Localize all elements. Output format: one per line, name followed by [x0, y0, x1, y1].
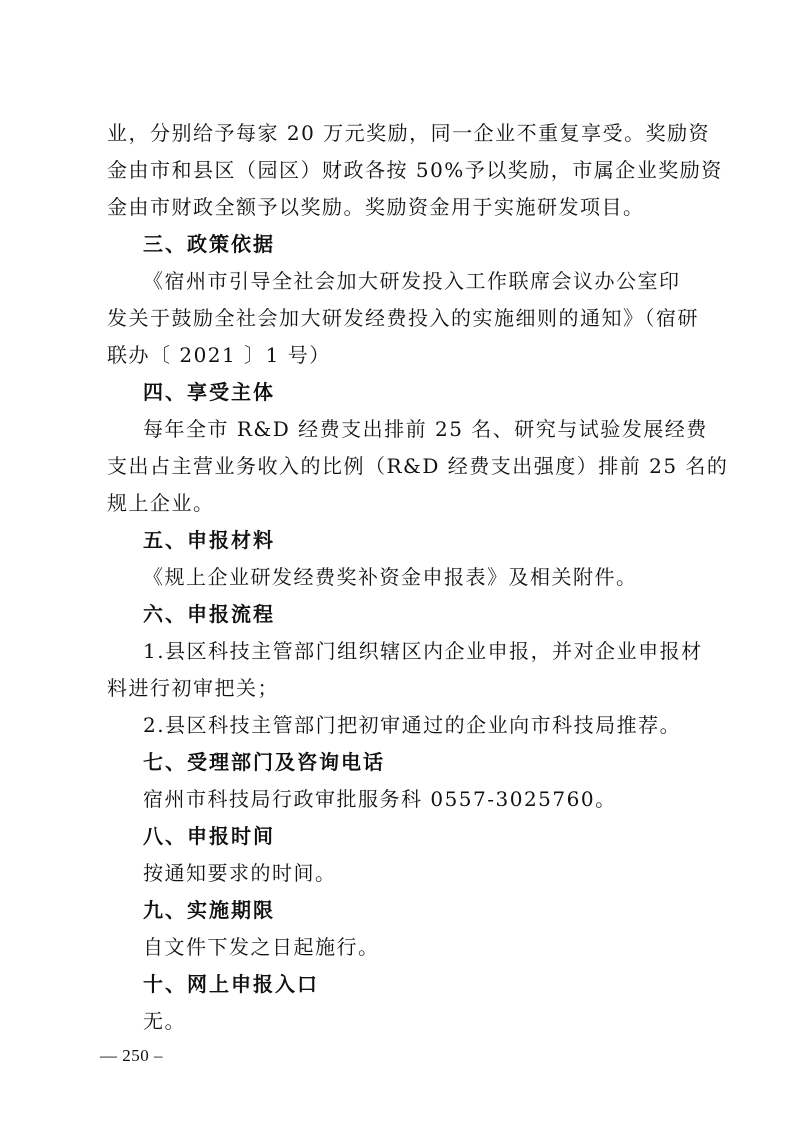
- paragraph-line: 料进行初审把关；: [107, 676, 279, 700]
- paragraph-line: 每年全市 R&D 经费支出排前 25 名、研究与试验发展经费: [143, 417, 708, 441]
- page-number: — 250 –: [100, 1046, 163, 1065]
- paragraph-line: 发关于鼓励全社会加大研发经费投入的实施细则的通知》（宿研: [107, 306, 699, 330]
- paragraph-line: 《宿州市引导全社会加大研发投入工作联席会议办公室印: [143, 269, 681, 293]
- section-heading-process: 六、申报流程: [143, 602, 275, 626]
- paragraph-line: 无。: [143, 1009, 186, 1033]
- section-heading-policy-basis: 三、政策依据: [143, 232, 275, 256]
- paragraph-line: 2.县区科技主管部门把初审通过的企业向市科技局推荐。: [143, 713, 682, 737]
- paragraph-line: 《规上企业研发经费奖补资金申报表》及相关附件。: [143, 565, 638, 589]
- paragraph-line: 1.县区科技主管部门组织辖区内企业申报，并对企业申报材: [143, 639, 703, 663]
- section-heading-time: 八、申报时间: [143, 824, 275, 848]
- paragraph-line: 业，分别给予每家 20 万元奖励，同一企业不重复享受。奖励资: [107, 121, 711, 145]
- section-heading-beneficiary: 四、享受主体: [143, 380, 275, 404]
- section-heading-materials: 五、申报材料: [143, 528, 275, 552]
- paragraph-line: 支出占主营业务收入的比例（R&D 经费支出强度）排前 25 名的: [107, 454, 729, 478]
- paragraph-line: 联办〔 2021 〕1 号）: [107, 343, 331, 367]
- section-heading-contact: 七、受理部门及咨询电话: [143, 750, 385, 774]
- paragraph-line: 宿州市科技局行政审批服务科 0557-3025760。: [143, 787, 617, 811]
- paragraph-line: 自文件下发之日起施行。: [143, 935, 380, 959]
- paragraph-line: 规上企业。: [107, 491, 215, 515]
- section-heading-online-entry: 十、网上申报入口: [143, 972, 319, 996]
- paragraph-line: 金由市和县区（园区）财政各按 50%予以奖励，市属企业奖励资: [107, 158, 723, 182]
- section-heading-period: 九、实施期限: [143, 898, 275, 922]
- paragraph-line: 按通知要求的时间。: [143, 861, 337, 885]
- paragraph-line: 金由市财政全额予以奖励。奖励资金用于实施研发项目。: [107, 195, 645, 219]
